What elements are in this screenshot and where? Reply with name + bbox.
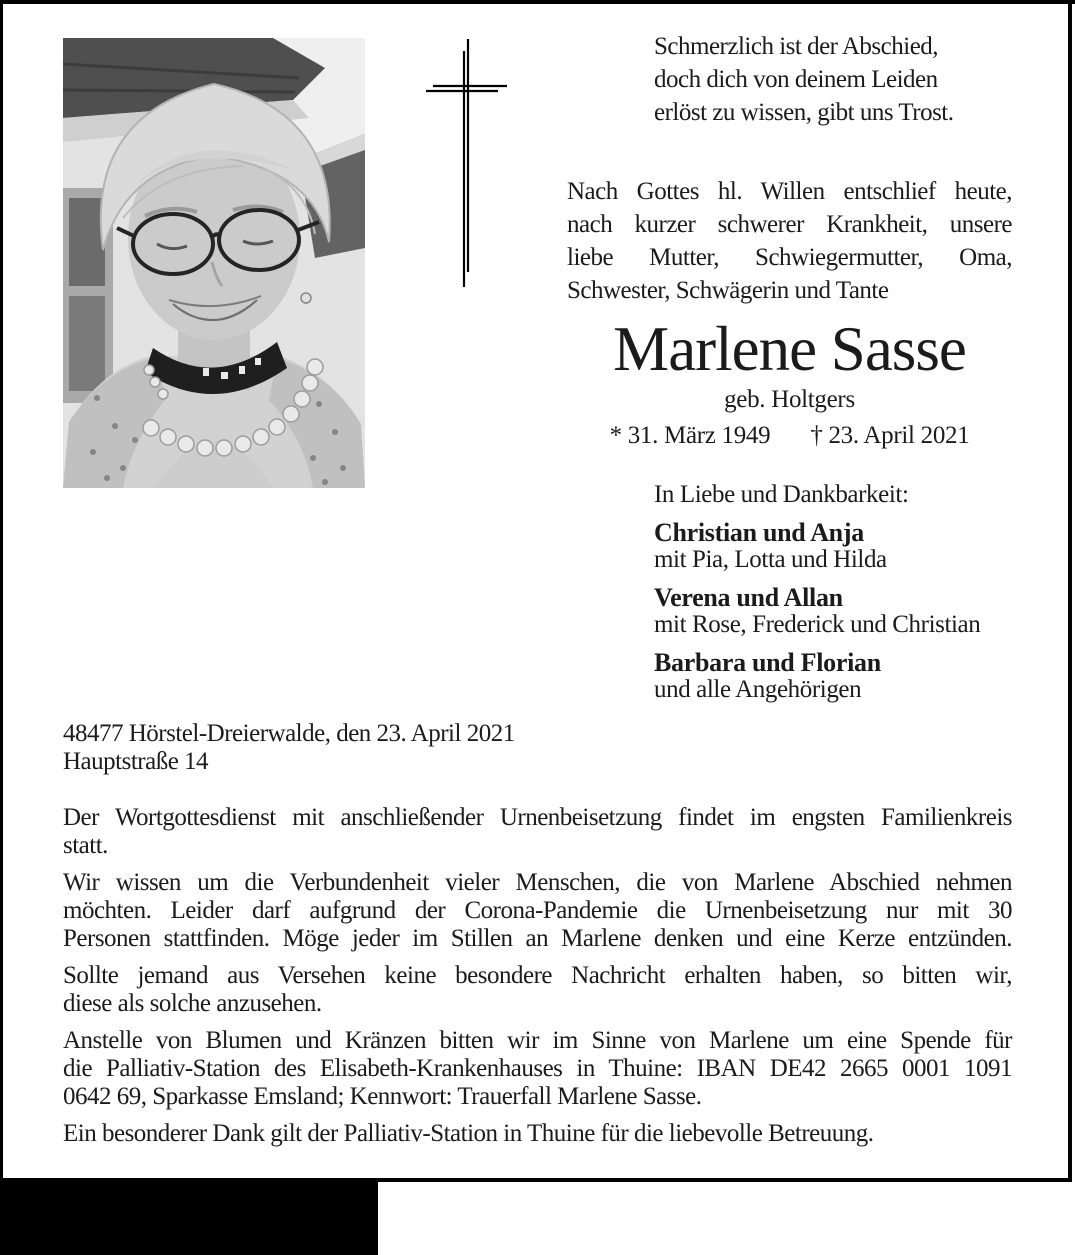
- mourners-intro: In Liebe und Dankbarkeit:: [654, 481, 909, 508]
- mourner-names: Barbara und Florian: [654, 648, 881, 677]
- redaction-block: [0, 1178, 378, 1255]
- mourner-detail: mit Rose, Frederick und Christian: [654, 611, 981, 638]
- intro-line: Schwester, Schwägerin und Tante: [567, 277, 889, 304]
- paragraph: [63, 869, 1012, 953]
- body-line: die Palliativ-Station des Elisabeth-Krankenhauses in Thuine: IBAN DE42 2665 0001 1091: [63, 1055, 1012, 1082]
- body-line: Der Wortgottesdienst mit anschließender Urnenbeisetzung findet im engsten Familienkreis: [63, 804, 1012, 831]
- maiden-name: geb. Holtgers: [724, 386, 855, 413]
- body-line: möchten. Leider darf aufgrund der Corona-Pandemie die Urnenbeisetzung nur mit 30: [63, 897, 1012, 924]
- announcement-text: [63, 804, 1012, 1148]
- intro-line: liebe Mutter, Schwiegermutter, Oma,: [567, 244, 1012, 271]
- body-line: statt.: [63, 832, 108, 859]
- paragraph: [63, 804, 1012, 860]
- paragraph: [63, 962, 1012, 1018]
- body-line: Anstelle von Blumen und Kränzen bitten wir im Sinne von Marlene um eine Spende für: [63, 1027, 1012, 1054]
- mourner-names: Verena und Allan: [654, 583, 843, 612]
- right-column: [567, 30, 1012, 703]
- verse-line: doch dich von deinem Leiden: [654, 66, 938, 93]
- verse-line: Schmerzlich ist der Abschied,: [654, 33, 939, 60]
- deceased-name: Marlene Sasse: [613, 314, 966, 384]
- mourner-detail: mit Pia, Lotta und Hilda: [654, 546, 887, 573]
- mourner-names: Christian und Anja: [654, 518, 864, 547]
- address-block: [63, 720, 515, 776]
- street: Hauptstraße 14: [63, 748, 209, 775]
- frame-border-top: [0, 0, 1075, 4]
- life-dates: [567, 422, 1012, 449]
- intro-line: Nach Gottes hl. Willen entschlief heute,: [567, 178, 1012, 205]
- body-line: Personen stattfinden. Möge jeder im Stillen an Marlene denken und eine Kerze entzünden.: [63, 925, 1012, 952]
- cross-icon: [421, 36, 513, 290]
- condolence-verse: [567, 30, 1012, 129]
- body-line: Ein besonderer Dank gilt der Palliativ-Station in Thuine für die liebevolle Betreuung.: [63, 1120, 874, 1147]
- verse-line: erlöst zu wissen, gibt uns Trost.: [654, 99, 954, 126]
- body-line: Sollte jemand aus Versehen keine besondere Nachricht erhalten haben, so bitten wir,: [63, 962, 1012, 989]
- intro-line: nach kurzer schwerer Krankheit, unsere: [567, 211, 1012, 238]
- death-date: † 23. April 2021: [810, 422, 970, 449]
- birth-date: * 31. März 1949: [609, 422, 771, 449]
- portrait-photo: [63, 38, 365, 488]
- intro-paragraph: [567, 175, 1012, 307]
- body-line: 0642 69, Sparkasse Emsland; Kennwort: Trauerfall Marlene Sasse.: [63, 1083, 702, 1110]
- mourner-detail: und alle Angehörigen: [654, 676, 862, 703]
- body-line: Wir wissen um die Verbundenheit vieler Menschen, die von Marlene Abschied nehmen: [63, 869, 1012, 896]
- paragraph: [63, 1120, 1012, 1148]
- paragraph: [63, 1027, 1012, 1111]
- place-date: 48477 Hörstel-Dreierwalde, den 23. April 2021: [63, 720, 515, 747]
- frame-border-left: [0, 0, 3, 1182]
- mourners-block: [567, 481, 1012, 703]
- frame-border-right: [1068, 0, 1072, 1182]
- body-line: diese als solche anzusehen.: [63, 990, 322, 1017]
